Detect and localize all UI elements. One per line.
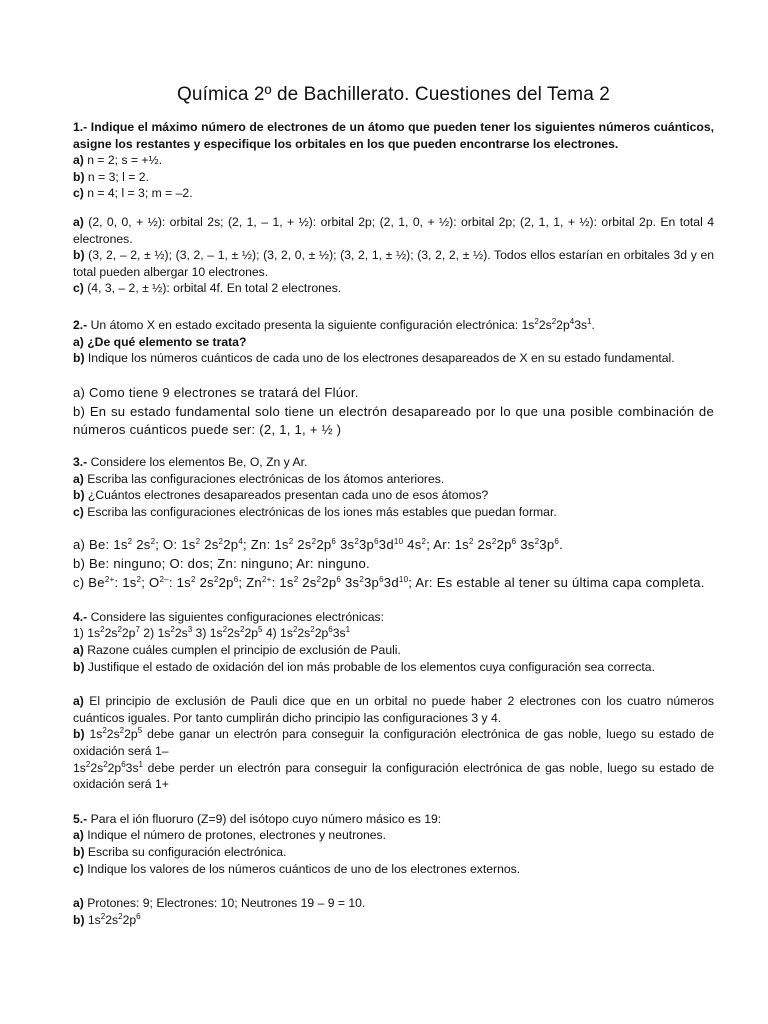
config-part: 3s [341,575,360,591]
question-4-a [73,642,714,659]
superscript: 2 [213,575,219,585]
item-label: a) [73,214,84,229]
superscript: 2+ [104,575,115,585]
config-part: 2s [104,626,118,641]
question-4-text [73,609,714,626]
superscript: 6 [511,537,517,547]
superscript: 2 [293,575,299,585]
item-label: b) [73,659,85,674]
superscript: 2 [421,537,427,547]
config-part: 2s [195,575,214,591]
item-text: El principio de exclusión de Pauli dice que en un orbital no puede haber 2 electrones con los cuatro números cuánticos iguales. Por tanto cumplirán dicho principio las configuraciones 3 y 4. [73,694,714,725]
item-text: Indique los números cuánticos de cada uno de los electrones desapareados de X en su estado fundamental. [84,351,675,366]
item-label: a) [73,334,84,349]
config-part: 2p [556,317,570,332]
item-text: Escriba su configuración electrónica. [84,845,287,859]
answer-4 [73,693,714,793]
superscript: 2 [534,537,540,547]
superscript: 4 [569,316,575,326]
config-part: 2p [124,727,138,742]
item-label: c) [73,186,84,201]
config-part: . [591,317,595,332]
config-part: a) Be: 1s [73,537,128,553]
answer-1 [73,214,714,297]
item-label: c) [73,281,84,296]
config-part: 3p [364,575,380,591]
config-part: ; Zn [238,575,262,591]
config-part: 2p [321,575,337,591]
config-part: 3p [359,537,375,553]
item-label: b) [73,488,85,503]
answer-3-b: b) Be: ninguno; O: dos; Zn: ninguno; Ar: ninguno. [73,556,370,572]
item-label: c) [73,504,84,519]
config-part: 3s [332,626,346,641]
question-4-configs [73,625,714,642]
item-text: n = 3; l = 2. [84,169,149,184]
answer-5-b [73,912,714,929]
superscript: 2 [103,759,108,769]
superscript: 6 [233,575,239,585]
config-part: 3s [125,760,139,775]
config-part: 2s [105,912,119,927]
config-part: ; O: 1s [155,537,196,553]
config-part: 2p [121,626,136,641]
superscript: 1 [587,316,592,326]
question-5-text [73,811,714,828]
answer-2 [73,384,714,440]
config-part: 1s [84,727,103,742]
question-1-a [73,152,714,169]
config-part: 2s [473,537,492,553]
config-part: 2p [496,537,512,553]
item-label: b) [73,351,85,366]
superscript: 2 [136,575,142,585]
item-text: (2, 0, 0, + ½): orbital 2s; (2, 1, – 1, + ½): orbital 2p; (2, 1, 0, + ½): orbital 2p; (2, 1, 1, + ½): orbital 2p. En total 4 electrones. [73,214,714,246]
superscript: 2 [218,537,224,547]
superscript: 2 [85,759,91,769]
question-5-a [73,827,714,844]
superscript: 2 [311,537,317,547]
superscript: 6 [328,625,333,635]
answer-3 [73,536,714,592]
config-part: 3d [378,537,394,553]
config-part: 2s [538,317,552,332]
item-text: (3, 2, – 2, ± ½); (3, 2, – 1, ± ½); (3, 2, 0, ± ½); (3, 2, 1, ± ½); (3, 2, 2, ± ½). Todos ellos estarían en orbitales 3d y en total pueden albergar 10 electrones. [73,248,714,279]
config-part: debe ganar un electrón para conseguir la configuración electrónica de gas noble, luego su estado de oxidación será 1– [73,727,714,759]
superscript: 6 [554,537,560,547]
config-part: 3p [539,537,555,553]
superscript: 2 [468,537,474,547]
answer-3-a [73,536,714,555]
superscript: 2 [239,625,245,635]
question-number: 1.- [73,120,88,134]
answer-4-b [73,726,714,759]
config-part: 2s [106,727,120,742]
superscript: 2 [150,537,156,547]
superscript: 2 [119,726,125,736]
superscript: 6 [336,575,342,585]
superscript: 5 [258,625,263,635]
question-2-text [73,317,714,334]
config-part: 4) 1s [262,626,293,641]
config-part: 1) 1s [73,626,101,641]
answer-1-a [73,214,714,247]
item-label: a) [73,828,84,843]
question-2 [73,317,714,367]
config-part: 2) 1s [139,626,171,641]
config-part: 2p [316,537,332,553]
question-number: 2.- [73,317,88,332]
item-text: Escriba las configuraciones electrónicas de los iones más estables que puedan formar. [83,504,557,519]
superscript: 7 [135,625,140,635]
question-1 [73,119,714,202]
superscript: 3 [187,625,193,635]
config-part: 1s [84,912,101,927]
question-text: Un átomo X en estado excitado presenta la siguiente configuración electrónica: 1s [87,317,535,332]
question-number: 4.- [73,609,88,624]
question-1-text [73,119,714,152]
superscript: 2 [100,625,105,635]
superscript: 2 [117,625,122,635]
config-part: 3s [516,537,535,553]
config-part: 2p [122,912,137,927]
item-text: (4, 3, – 2, ± ½): orbital 4f. En total 2 electrones. [83,281,342,296]
config-part: c) Be [73,575,105,591]
superscript: 2 [118,911,123,921]
question-1-c [73,185,714,202]
config-part: 3d [383,575,399,591]
superscript: 2 [491,537,497,547]
config-part: 2s [293,537,312,553]
item-text [85,913,141,927]
superscript: 2+ [261,575,272,585]
item-text: ¿Cuántos electrones desapareados presentan cada uno de esos átomos? [84,488,489,503]
config-part: : 1s [168,575,191,591]
superscript: 2 [195,537,201,547]
question-3-c [73,504,714,521]
superscript: 6 [121,759,126,769]
item-label: c) [73,861,84,876]
question-5 [73,811,714,877]
question-number: 3.- [73,455,88,470]
item-text: Escriba las configuraciones electrónicas de los átomos anteriores. [83,471,445,486]
item-label: b) [73,248,85,263]
superscript: 2– [159,575,169,585]
config-part: 2s [227,626,240,641]
superscript: 10 [393,537,404,547]
question-2-a [73,334,714,351]
answer-2-b: b) En su estado fundamental solo tiene un electrón desapareado por lo que una posible combinación de números cuánticos puede ser: (2, 1, 1, + ½ ) [73,403,714,438]
electron-configuration [534,318,595,332]
config-part: : 1s [114,575,137,591]
answer-1-c [73,280,714,297]
config-part: 3s [336,537,355,553]
item-text: ¿De qué elemento se trata? [83,334,247,349]
question-number: 5.- [73,811,88,826]
superscript: 4 [238,537,244,547]
item-text: n = 4; l = 3; m = –2. [83,186,193,201]
config-part: 3s [574,317,588,332]
item-label: a) [73,471,84,486]
superscript: 2 [100,911,106,921]
question-3 [73,454,714,520]
answer-1-b [73,247,714,280]
superscript: 1 [138,759,143,769]
question-1-b [73,169,714,186]
superscript: 6 [374,537,379,547]
question-text: Indique el máximo número de electrones de un átomo que pueden tener los siguientes números cuánticos, asigne los restantes y especifique los orbitales en los que pueden encontrarse los electrones. [73,120,714,151]
config-part: 2s [200,537,219,553]
config-part: 2p [314,626,329,641]
question-text: Para el ión fluoruro (Z=9) del isótopo cuyo número másico es 19: [87,811,442,826]
config-part: 2p [218,575,234,591]
question-4-b [73,659,714,676]
superscript: 2 [292,625,298,635]
answer-2-a: a) Como tiene 9 electrones se tratará del Flúor. [73,384,359,400]
superscript: 2 [127,537,133,547]
superscript: 2 [288,537,294,547]
question-4 [73,609,714,675]
config-part: 4s [403,537,422,553]
item-label: a) [73,153,84,168]
config-part: 3) 1s [192,626,223,641]
superscript: 2 [310,625,315,635]
config-part: 1s [73,760,86,775]
answer-4-a [73,693,714,726]
question-3-a [73,471,714,488]
config-part: ; Ar: 1s [426,537,469,553]
config-part: : 1s [271,575,294,591]
config-part: debe perder un electrón para conseguir la configuración electrónica de gas noble, luego su estado de oxidación será 1+ [73,760,714,792]
config-part: ; Zn: 1s [243,537,289,553]
question-5-c [73,861,714,878]
item-text: Razone cuáles cumplen el principio de exclusión de Pauli. [83,643,401,658]
superscript: 2 [190,575,196,585]
config-part: . [559,537,563,553]
config-part: 2p [107,760,122,775]
page-title: Química 2º de Bachillerato. Cuestiones del Tema 2 [177,84,610,105]
config-part: 2p [244,626,258,641]
question-text: Considere los elementos Be, O, Zn y Ar. [87,455,308,470]
superscript: 2 [534,316,539,326]
superscript: 1 [345,625,351,635]
item-label: b) [73,912,85,927]
superscript: 5 [137,726,143,736]
config-part: 2s [132,537,151,553]
item-label: a) [73,643,84,658]
superscript: 6 [331,537,337,547]
item-label: b) [73,169,85,184]
superscript: 6 [136,911,141,921]
superscript: 6 [379,575,384,585]
answer-3-c [73,574,714,593]
item-text: Justifique el estado de oxidación del ion más probable de los elementos cuya configuración sea correcta. [84,659,655,674]
superscript: 10 [398,575,409,585]
config-part: 2s [297,626,311,641]
question-text: Considere las siguientes configuraciones electrónicas: [87,609,384,624]
question-3-b [73,487,714,504]
item-text: n = 2; s = +½. [83,153,163,168]
superscript: 2 [359,575,365,585]
superscript: 2 [316,575,322,585]
item-text [73,727,714,758]
question-3-text [73,454,714,471]
item-text: Indique los valores de los números cuánticos de uno de los electrones externos. [83,861,521,876]
item-text: Indique el número de protones, electrones y neutrones. [83,828,387,843]
superscript: 2 [551,316,557,326]
superscript: 2 [222,625,228,635]
config-part: 2s [298,575,317,591]
config-part: 2p [223,537,239,553]
answer-5 [73,895,714,928]
item-label: a) [73,694,84,709]
item-label: b) [73,727,85,742]
item-label: b) [73,845,85,859]
item-text: Protones: 9; Electrones: 10; Neutrones 19 – 9 = 10. [83,896,366,911]
config-part: ; Ar: Es estable al tener su última capa completa. [408,575,705,591]
question-2-b [73,350,714,367]
config-part: 2s [90,760,104,775]
superscript: 2 [354,537,360,547]
superscript: 2 [102,726,107,736]
superscript: 2 [170,625,175,635]
answer-4-c [73,760,714,793]
config-part: 2s [174,626,188,641]
config-part: ; O [141,575,160,591]
item-label: a) [73,896,84,911]
question-5-b [73,844,714,861]
answer-5-a [73,895,714,912]
